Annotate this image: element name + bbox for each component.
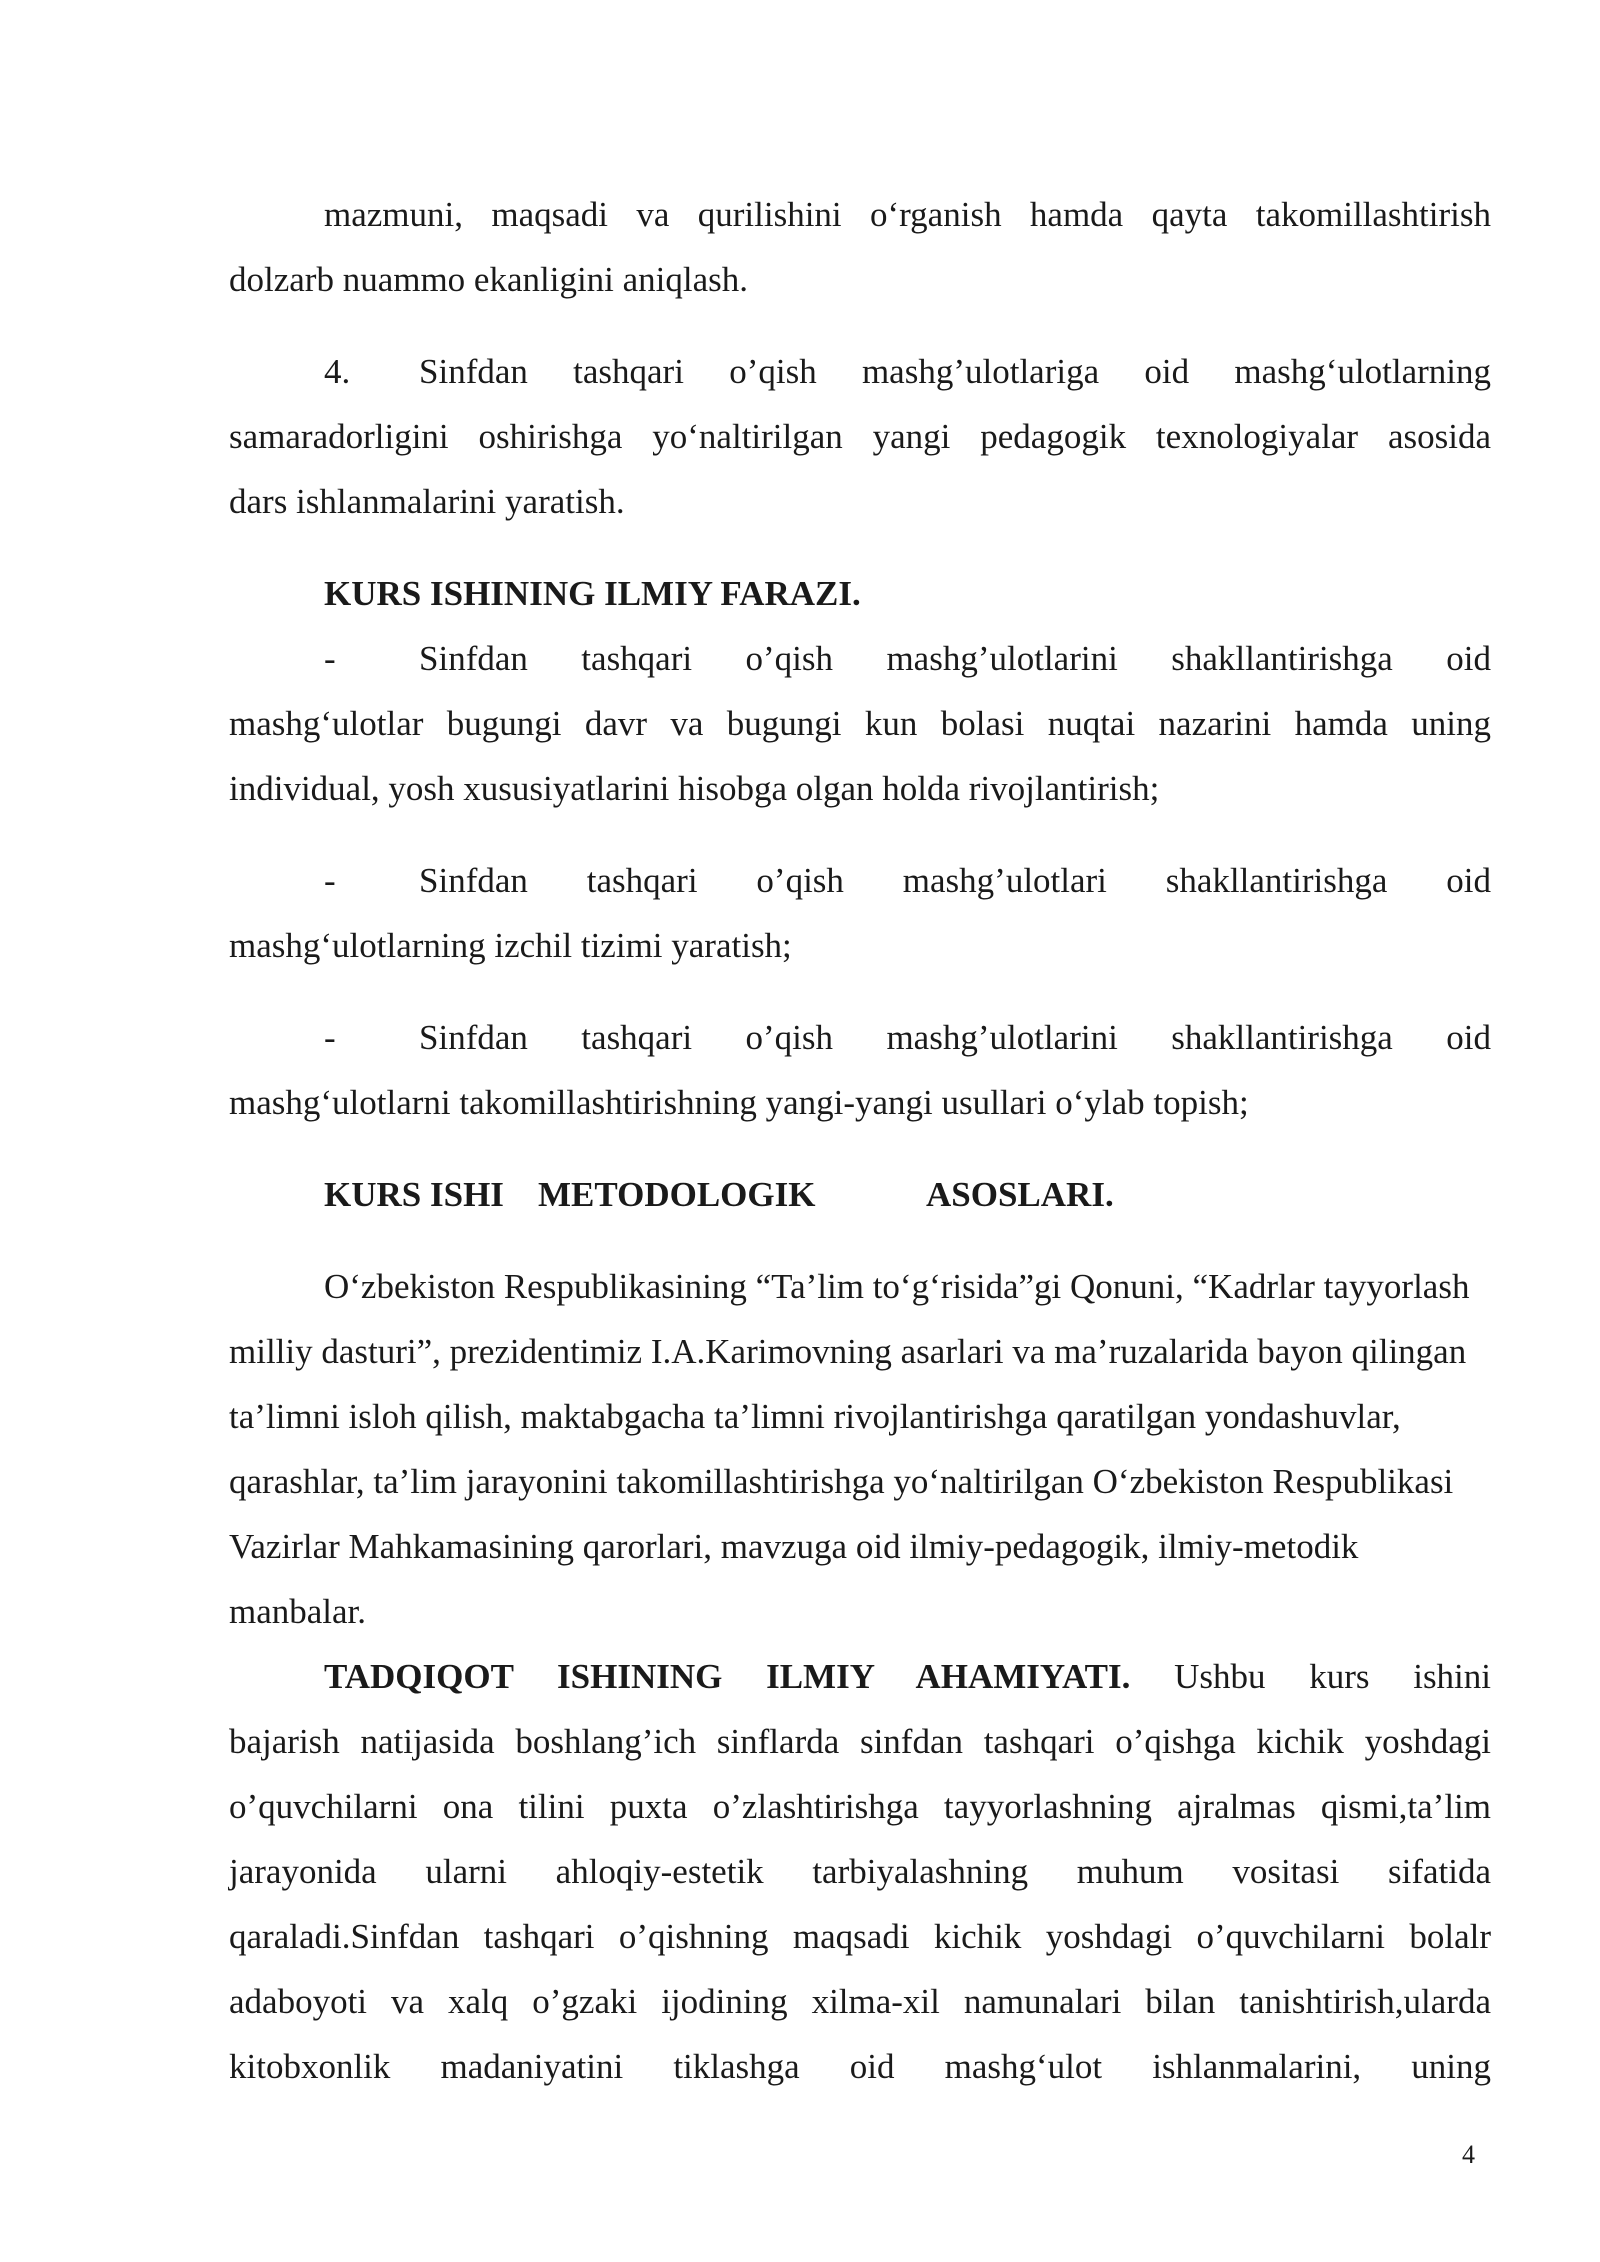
bullet-dash: -: [324, 861, 336, 900]
text-line: dars ishlanmalarini yaratish.: [229, 482, 625, 521]
bullet-dash: -: [324, 639, 336, 678]
text-line: Vazirlar Mahkamasining qarorlari, mavzuga oid ilmiy-pedagogik, ilmiy-metodik: [229, 1527, 1359, 1566]
text-line: Sinfdan tashqari o’qish mashg’ulotlarini shakllantirishga oid: [419, 639, 1491, 678]
text-line: Sinfdan tashqari o’qish mashg’ulotlariga oid mashg‘ulotlarning: [419, 352, 1491, 391]
text-line: mashg‘ulotlarni takomillashtirishning yangi-yangi usullari o‘ylab topish;: [229, 1083, 1249, 1122]
text-line: mazmuni, maqsadi va qurilishini o‘rganish hamda qayta takomillashtirish: [324, 195, 1491, 234]
text-line: kitobxonlik madaniyatini tiklashga oid mashg‘ulot ishlanmalarini, uning: [229, 2047, 1491, 2086]
text-line: qaraladi.Sinfdan tashqari o’qishning maqsadi kichik yoshdagi o’quvchilarni bolalr: [229, 1917, 1491, 1956]
page-number: 4: [1462, 2140, 1475, 2169]
text-line: o’quvchilarni ona tilini puxta o’zlashtirishga tayyorlashning ajralmas qismi,ta’lim: [229, 1787, 1491, 1826]
section-heading: KURS ISHINING ILMIY FARAZI.: [324, 574, 861, 613]
text-line: individual, yosh xususiyatlarini hisobga olgan holda rivojlantirish;: [229, 769, 1160, 808]
text-line: qarashlar, ta’lim jarayonini takomillashtirishga yo‘naltirilgan O‘zbekiston Respublikasi: [229, 1462, 1454, 1501]
section-heading: TADQIQOT ISHINING ILMIY AHAMIYATI.: [324, 1657, 1131, 1696]
text-line: Sinfdan tashqari o’qish mashg’ulotlarini shakllantirishga oid: [419, 1018, 1491, 1057]
text-line: mashg‘ulotlar bugungi davr va bugungi kun bolasi nuqtai nazarini hamda uning: [229, 704, 1491, 743]
text-line: O‘zbekiston Respublikasining “Ta’lim to‘g‘risida”gi Qonuni, “Kadrlar tayyorlash: [324, 1267, 1470, 1306]
text-line: manbalar.: [229, 1592, 367, 1631]
text-line: dolzarb nuammo ekanligini aniqlash.: [229, 260, 749, 299]
text-line: [324, 1657, 1491, 1697]
text-line: Sinfdan tashqari o’qish mashg’ulotlari shakllantirishga oid: [419, 861, 1491, 900]
text-line: milliy dasturi”, prezidentimiz I.A.Karimovning asarlari va ma’ruzalarida bayon qilingan: [229, 1332, 1467, 1371]
section-heading-part: KURS ISHI: [324, 1175, 504, 1214]
text-line: ta’limni isloh qilish, maktabgacha ta’limni rivojlantirishga qaratilgan yondashuvlar,: [229, 1397, 1401, 1436]
list-number: 4.: [324, 352, 351, 391]
text-span: Ushbu kurs ishini: [1174, 1657, 1492, 1696]
text-line: mashg‘ulotlarning izchil tizimi yaratish;: [229, 926, 792, 965]
text-line: jarayonida ularni ahloqiy-estetik tarbiyalashning muhum vositasi sifatida: [229, 1852, 1491, 1891]
bullet-dash: -: [324, 1018, 336, 1057]
section-heading-part: ASOSLARI.: [926, 1175, 1114, 1214]
text-line: bajarish natijasida boshlang’ich sinflarda sinfdan tashqari o’qishga kichik yoshdagi: [229, 1722, 1491, 1761]
section-heading-part: METODOLOGIK: [538, 1175, 816, 1214]
text-line: samaradorligini oshirishga yo‘naltirilgan yangi pedagogik texnologiyalar asosida: [229, 417, 1491, 456]
text-line: adaboyoti va xalq o’gzaki ijodining xilma-xil namunalari bilan tanishtirish,ularda: [229, 1982, 1491, 2021]
